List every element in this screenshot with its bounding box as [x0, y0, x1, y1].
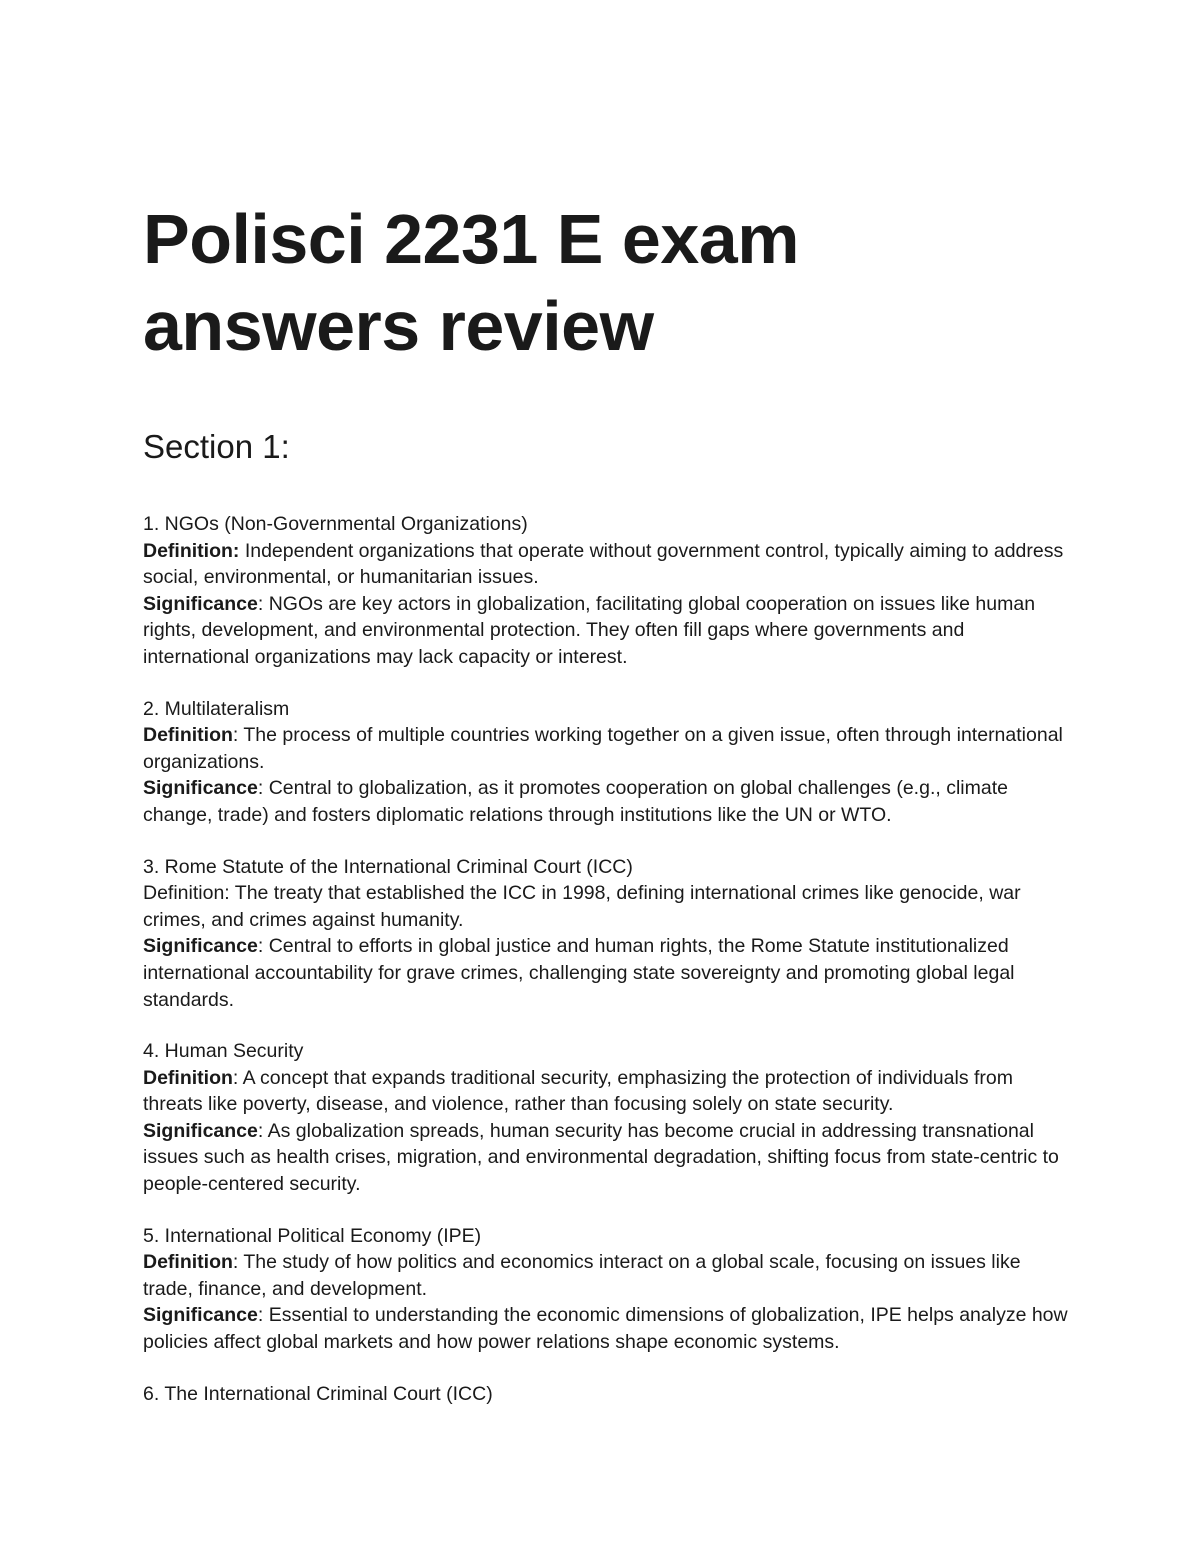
- significance-text: : As globalization spreads, human security has become crucial in addressing transnational issues such as health crises, migration, and environmental degradation, shifting focus from state-centric to people-centered security.: [143, 1119, 1059, 1196]
- entry-icc: [143, 1381, 1073, 1408]
- definition-text: : The study of how politics and economics interact on a global scale, focusing on issues like trade, finance, and development.: [143, 1251, 1021, 1300]
- definition-label: Definition: [143, 1066, 233, 1089]
- entry-heading: 6. The International Criminal Court (ICC): [143, 1382, 493, 1405]
- significance-label: Significance: [143, 777, 258, 800]
- entry-significance: [143, 775, 1073, 828]
- title-line-1: Polisci 2231 E exam: [143, 200, 799, 278]
- entry-ngos: [143, 511, 1073, 671]
- entry-significance: [143, 1302, 1073, 1355]
- significance-label: Significance: [143, 1119, 258, 1142]
- document-page: [143, 196, 1073, 1432]
- definition-text: : The process of multiple countries working together on a given issue, often through international organizations.: [143, 724, 1063, 773]
- significance-text: : NGOs are key actors in globalization, facilitating global cooperation on issues like human rights, development, and environmental protection. They often fill gaps where governments and international organizations may lack capacity or interest.: [143, 592, 1036, 668]
- definition-label: Definition: [143, 1251, 233, 1274]
- entry-definition: [143, 538, 1073, 591]
- entry-rome-statute: [143, 854, 1073, 1014]
- significance-text: : Central to globalization, as it promotes cooperation on global challenges (e.g., climate change, trade) and fosters diplomatic relations through institutions like the UN or WTO.: [143, 777, 1008, 826]
- definition-text: Definition: The treaty that established the ICC in 1998, defining international crimes like genocide, war crimes, and crimes against humanity.: [143, 882, 1021, 931]
- entry-heading: 4. Human Security: [143, 1040, 304, 1063]
- entry-ipe: [143, 1223, 1073, 1356]
- significance-label: Significance: [143, 1304, 258, 1327]
- entry-heading: 3. Rome Statute of the International Criminal Court (ICC): [143, 855, 633, 878]
- definition-label: Definition: [143, 724, 233, 747]
- section-heading: Section 1:: [143, 428, 290, 465]
- definition-label: Definition:: [143, 539, 240, 562]
- significance-label: Significance: [143, 935, 258, 958]
- significance-text: : Essential to understanding the economic dimensions of globalization, IPE helps analyze how policies affect global markets and how power relations shape economic systems.: [143, 1304, 1068, 1354]
- entry-heading: 1. NGOs (Non-Governmental Organizations): [143, 513, 528, 535]
- entry-heading: 5. International Political Economy (IPE): [143, 1224, 482, 1247]
- entry-significance: [143, 933, 1073, 1013]
- entry-significance: [143, 591, 1073, 671]
- entries-list: [143, 511, 1073, 1407]
- entry-multilateralism: [143, 696, 1073, 829]
- definition-text: : A concept that expands traditional security, emphasizing the protection of individuals from threats like poverty, disease, and violence, rather than focusing solely on state security.: [143, 1066, 1013, 1116]
- entry-definition: [143, 1249, 1073, 1302]
- entry-human-security: [143, 1038, 1073, 1198]
- title-line-2: answers review: [143, 287, 654, 365]
- entry-definition: [143, 722, 1073, 775]
- entry-significance: [143, 1118, 1073, 1198]
- entry-heading: 2. Multilateralism: [143, 697, 290, 720]
- document-title: [143, 196, 1073, 370]
- entry-definition: [143, 1065, 1073, 1118]
- definition-text: Independent organizations that operate without government control, typically aiming to address social, environmental, or humanitarian issues.: [143, 539, 1064, 589]
- significance-text: : Central to efforts in global justice and human rights, the Rome Statute institutionalized international accountability for grave crimes, challenging state sovereignty and promoting global legal standards.: [143, 935, 1015, 1011]
- significance-label: Significance: [143, 592, 258, 615]
- entry-definition: [143, 880, 1073, 933]
